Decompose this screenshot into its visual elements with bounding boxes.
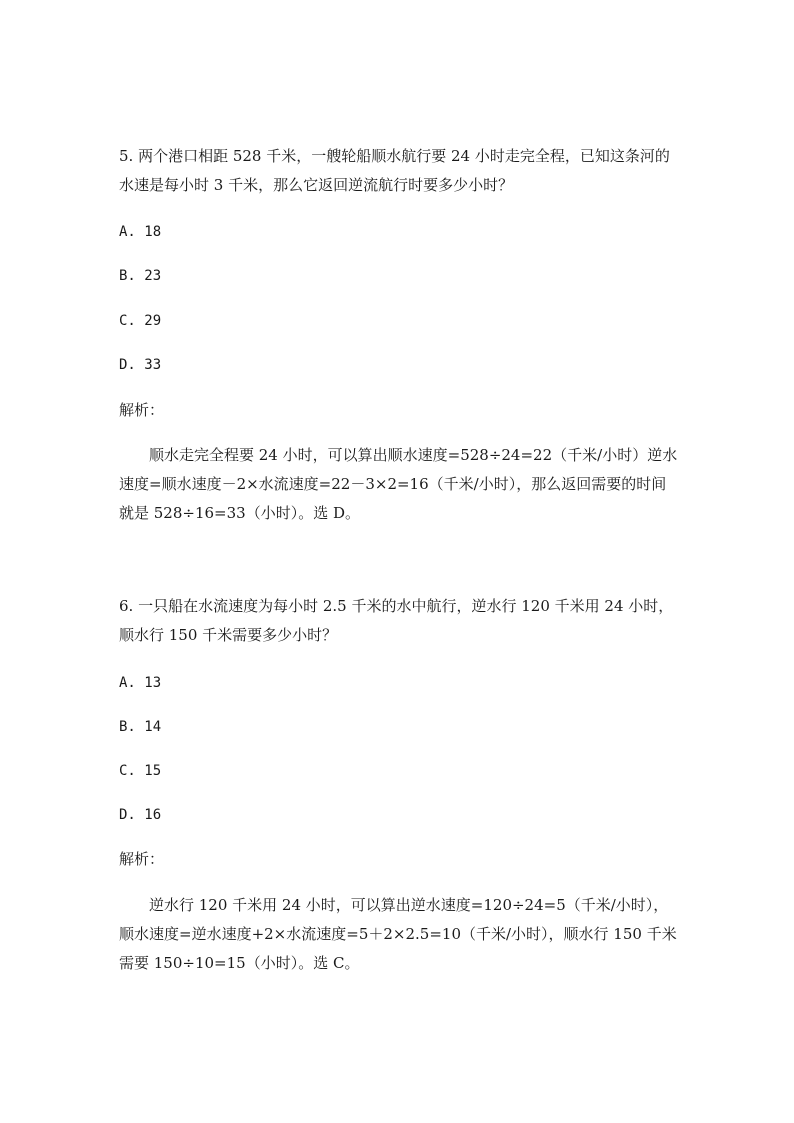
option-c: C. 29 (119, 313, 162, 329)
option-b: B. 14 (119, 719, 162, 735)
option-b: B. 23 (119, 268, 162, 284)
option-a: A. 18 (119, 224, 162, 240)
option-a: A. 13 (119, 675, 162, 691)
analysis-label: 解析： (119, 850, 165, 868)
analysis-text: 顺水走完全程要 24 小时，可以算出顺水速度=528÷24=22（千米/小时）逆水速度=顺水速度－2×水流速度=22－3×2=16（千米/小时），那么返回需要的时间就是 528÷16=33（小时）。选 D。 (119, 446, 678, 522)
question-6 (119, 592, 679, 650)
question-stem: 5. 两个港口相距 528 千米，一艘轮船顺水航行要 24 小时走完全程，已知这条河的水速是每小时 3 千米，那么它返回逆流航行时要多少小时？ (119, 147, 670, 194)
option-d: D. 33 (119, 357, 162, 373)
question-stem: 6. 一只船在水流速度为每小时 2.5 千米的水中航行，逆水行 120 千米用 24 小时，顺水行 150 千米需要多少小时？ (119, 597, 674, 644)
option-c: C. 15 (119, 763, 162, 779)
question-5 (119, 142, 679, 200)
analysis-text: 逆水行 120 千米用 24 小时，可以算出逆水速度=120÷24=5（千米/小时），顺水速度=逆水速度+2×水流速度=5＋2×2.5=10（千米/小时），顺水行 150 千米需要 150÷10=15（小时）。选 C。 (119, 896, 677, 972)
option-d: D. 16 (119, 807, 162, 823)
analysis-label: 解析： (119, 401, 165, 419)
